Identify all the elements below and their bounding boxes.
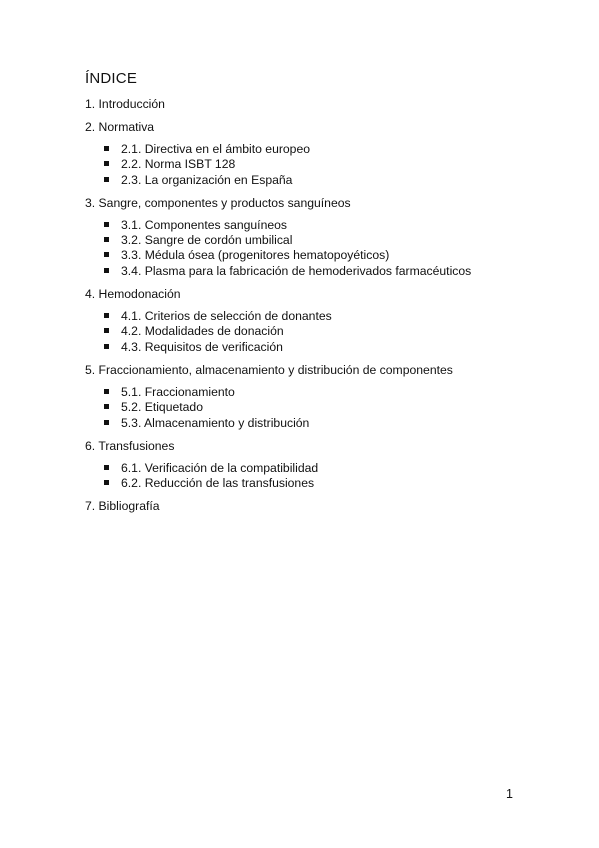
toc-subsection-list — [85, 218, 545, 279]
square-bullet-icon — [104, 389, 109, 394]
toc-section-label: 7. Bibliografía — [85, 499, 160, 514]
toc-section — [85, 363, 545, 439]
toc-subsection-item — [85, 218, 545, 233]
square-bullet-icon — [104, 404, 109, 409]
toc-subsection-label: 2.2. Norma ISBT 128 — [121, 157, 236, 172]
toc-section — [85, 499, 545, 514]
page-number: 1 — [506, 787, 513, 801]
toc-subsection-list — [85, 142, 545, 188]
square-bullet-icon — [104, 146, 109, 151]
table-of-contents — [85, 97, 545, 514]
toc-subsection-label: 4.3. Requisitos de verificación — [121, 339, 283, 354]
toc-subsection-item — [85, 264, 545, 279]
toc-section — [85, 97, 545, 120]
square-bullet-icon — [104, 480, 109, 485]
toc-section — [85, 287, 545, 363]
square-bullet-icon — [104, 237, 109, 242]
square-bullet-icon — [104, 465, 109, 470]
square-bullet-icon — [104, 328, 109, 333]
square-bullet-icon — [104, 313, 109, 318]
square-bullet-icon — [104, 177, 109, 182]
toc-subsection-label: 5.3. Almacenamiento y distribución — [121, 415, 310, 430]
square-bullet-icon — [104, 420, 109, 425]
toc-subsection-item — [85, 173, 545, 188]
toc-subsection-label: 3.3. Médula ósea (progenitores hematopoyéticos) — [121, 248, 390, 263]
toc-subsection-item — [85, 461, 545, 476]
toc-subsection-item — [85, 476, 545, 491]
toc-subsection-label: 3.4. Plasma para la fabricación de hemoderivados farmacéuticos — [121, 263, 472, 278]
toc-subsection-label: 6.1. Verificación de la compatibilidad — [121, 460, 319, 475]
toc-subsection-label: 2.3. La organización en España — [121, 172, 293, 187]
toc-section-label: 6. Transfusiones — [85, 438, 175, 453]
toc-section-label: 4. Hemodonación — [85, 287, 181, 302]
toc-subsection-item — [85, 400, 545, 415]
toc-subsection-label: 2.1. Directiva en el ámbito europeo — [121, 142, 311, 156]
square-bullet-icon — [104, 222, 109, 227]
toc-section — [85, 196, 545, 287]
toc-subsection-label: 6.2. Reducción de las transfusiones — [121, 476, 315, 491]
toc-subsection-label: 5.1. Fraccionamiento — [121, 384, 235, 399]
index-title: ÍNDICE — [85, 70, 138, 87]
toc-subsection-list — [85, 309, 545, 355]
toc-subsection-list — [85, 385, 545, 431]
toc-section-label: 5. Fraccionamiento, almacenamiento y distribución de componentes — [85, 362, 453, 377]
toc-subsection-item — [85, 324, 545, 339]
square-bullet-icon — [104, 161, 109, 166]
toc-subsection-label: 4.2. Modalidades de donación — [121, 324, 284, 339]
toc-section — [85, 439, 545, 500]
toc-section-label: 3. Sangre, componentes y productos sanguíneos — [85, 195, 351, 210]
toc-subsection-item — [85, 233, 545, 248]
toc-subsection-item — [85, 157, 545, 172]
square-bullet-icon — [104, 268, 109, 273]
square-bullet-icon — [104, 344, 109, 349]
toc-subsection-label: 3.1. Componentes sanguíneos — [121, 217, 288, 232]
toc-subsection-item — [85, 340, 545, 355]
toc-subsection-item — [85, 248, 545, 263]
toc-section-label: 2. Normativa — [85, 120, 155, 134]
toc-subsection-item — [85, 416, 545, 431]
toc-subsection-label: 3.2. Sangre de cordón umbilical — [121, 233, 293, 248]
toc-subsection-item — [85, 385, 545, 400]
toc-subsection-label: 5.2. Etiquetado — [121, 400, 203, 415]
toc-section-label: 1. Introducción — [85, 97, 165, 111]
toc-subsection-item — [85, 142, 545, 157]
square-bullet-icon — [104, 252, 109, 257]
toc-section — [85, 120, 545, 196]
toc-subsection-label: 4.1. Criterios de selección de donantes — [121, 309, 332, 324]
toc-subsection-item — [85, 309, 545, 324]
toc-subsection-list — [85, 461, 545, 492]
